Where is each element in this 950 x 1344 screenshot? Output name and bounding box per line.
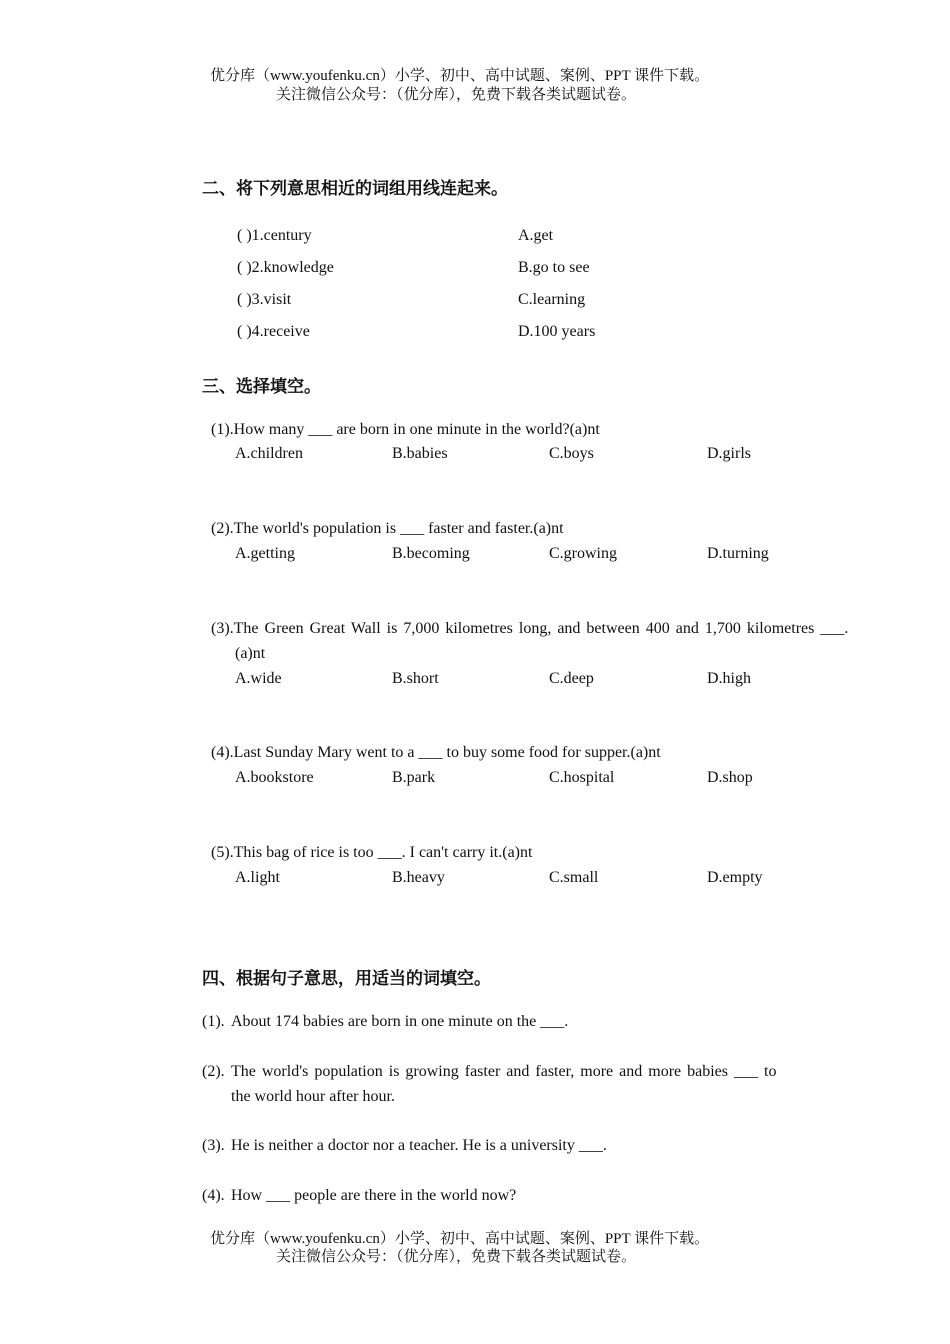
question-2-option-c: C.growing <box>549 545 617 562</box>
fill-2-text: The world's population is growing faster and faster, more and more babies ___ to <box>231 1063 777 1080</box>
question-5-option-c: C.small <box>549 869 599 886</box>
question-3-option-a: A.wide <box>235 670 282 687</box>
footer-line-1: 优分库（www.youfenku.cn）小学、初中、高中试题、案例、PPT 课件下载。 <box>210 1231 710 1247</box>
question-2-option-d: D.turning <box>707 545 769 562</box>
fill-3-number: (3). <box>202 1137 225 1154</box>
question-2-stem: (2).The world's population is ___ faster and faster.(a)nt <box>211 520 564 537</box>
fill-3-text: He is neither a doctor nor a teacher. He is a university ___. <box>231 1137 607 1154</box>
question-3-stem-cont: (a)nt <box>235 645 266 662</box>
match-left-2: ( )2.knowledge <box>237 259 334 276</box>
question-3-option-c: C.deep <box>549 670 594 687</box>
question-3-option-b: B.short <box>392 670 439 687</box>
question-4-option-a: A.bookstore <box>235 769 314 786</box>
header-line-2: 关注微信公众号：（优分库），免费下载各类试题试卷。 <box>276 87 637 103</box>
question-2-option-b: B.becoming <box>392 545 470 562</box>
question-5-option-a: A.light <box>235 869 280 886</box>
match-right-a: A.get <box>518 227 554 244</box>
question-5-option-d: D.empty <box>707 869 763 886</box>
match-left-3: ( )3.visit <box>237 291 292 308</box>
section-3-title: 三、选择填空。 <box>202 377 321 397</box>
question-4-stem: (4).Last Sunday Mary went to a ___ to buy some food for supper.(a)nt <box>211 744 661 761</box>
question-1-option-b: B.babies <box>392 445 448 462</box>
fill-1-text: About 174 babies are born in one minute on the ___. <box>231 1013 569 1030</box>
section-4-title: 四、根据句子意思，用适当的词填空。 <box>202 969 491 989</box>
match-right-c: C.learning <box>518 291 586 308</box>
fill-4-text: How ___ people are there in the world now? <box>231 1187 517 1204</box>
question-1-option-d: D.girls <box>707 445 751 462</box>
match-left-4: ( )4.receive <box>237 323 310 340</box>
header-line-1: 优分库（www.youfenku.cn）小学、初中、高中试题、案例、PPT 课件下载。 <box>210 68 710 84</box>
fill-4-number: (4). <box>202 1187 225 1204</box>
question-3-stem: (3).The Green Great Wall is 7,000 kilometres long, and between 400 and 1,700 kilometres ___. <box>211 620 849 637</box>
match-right-b: B.go to see <box>518 259 590 276</box>
fill-1-number: (1). <box>202 1013 225 1030</box>
section-2-title: 二、将下列意思相近的词组用线连起来。 <box>202 179 508 199</box>
question-1-option-c: C.boys <box>549 445 594 462</box>
match-right-d: D.100 years <box>518 323 596 340</box>
question-1-stem: (1).How many ___ are born in one minute in the world?(a)nt <box>211 421 600 438</box>
fill-2-number: (2). <box>202 1063 225 1080</box>
question-3-option-d: D.high <box>707 670 751 687</box>
fill-2-text-cont: the world hour after hour. <box>231 1088 395 1105</box>
question-5-option-b: B.heavy <box>392 869 445 886</box>
question-4-option-b: B.park <box>392 769 436 786</box>
question-1-option-a: A.children <box>235 445 303 462</box>
question-5-stem: (5).This bag of rice is too ___. I can't carry it.(a)nt <box>211 844 533 861</box>
question-4-option-d: D.shop <box>707 769 753 786</box>
question-2-option-a: A.getting <box>235 545 295 562</box>
footer-line-2: 关注微信公众号：（优分库），免费下载各类试题试卷。 <box>276 1249 637 1265</box>
question-4-option-c: C.hospital <box>549 769 615 786</box>
match-left-1: ( )1.century <box>237 227 312 244</box>
